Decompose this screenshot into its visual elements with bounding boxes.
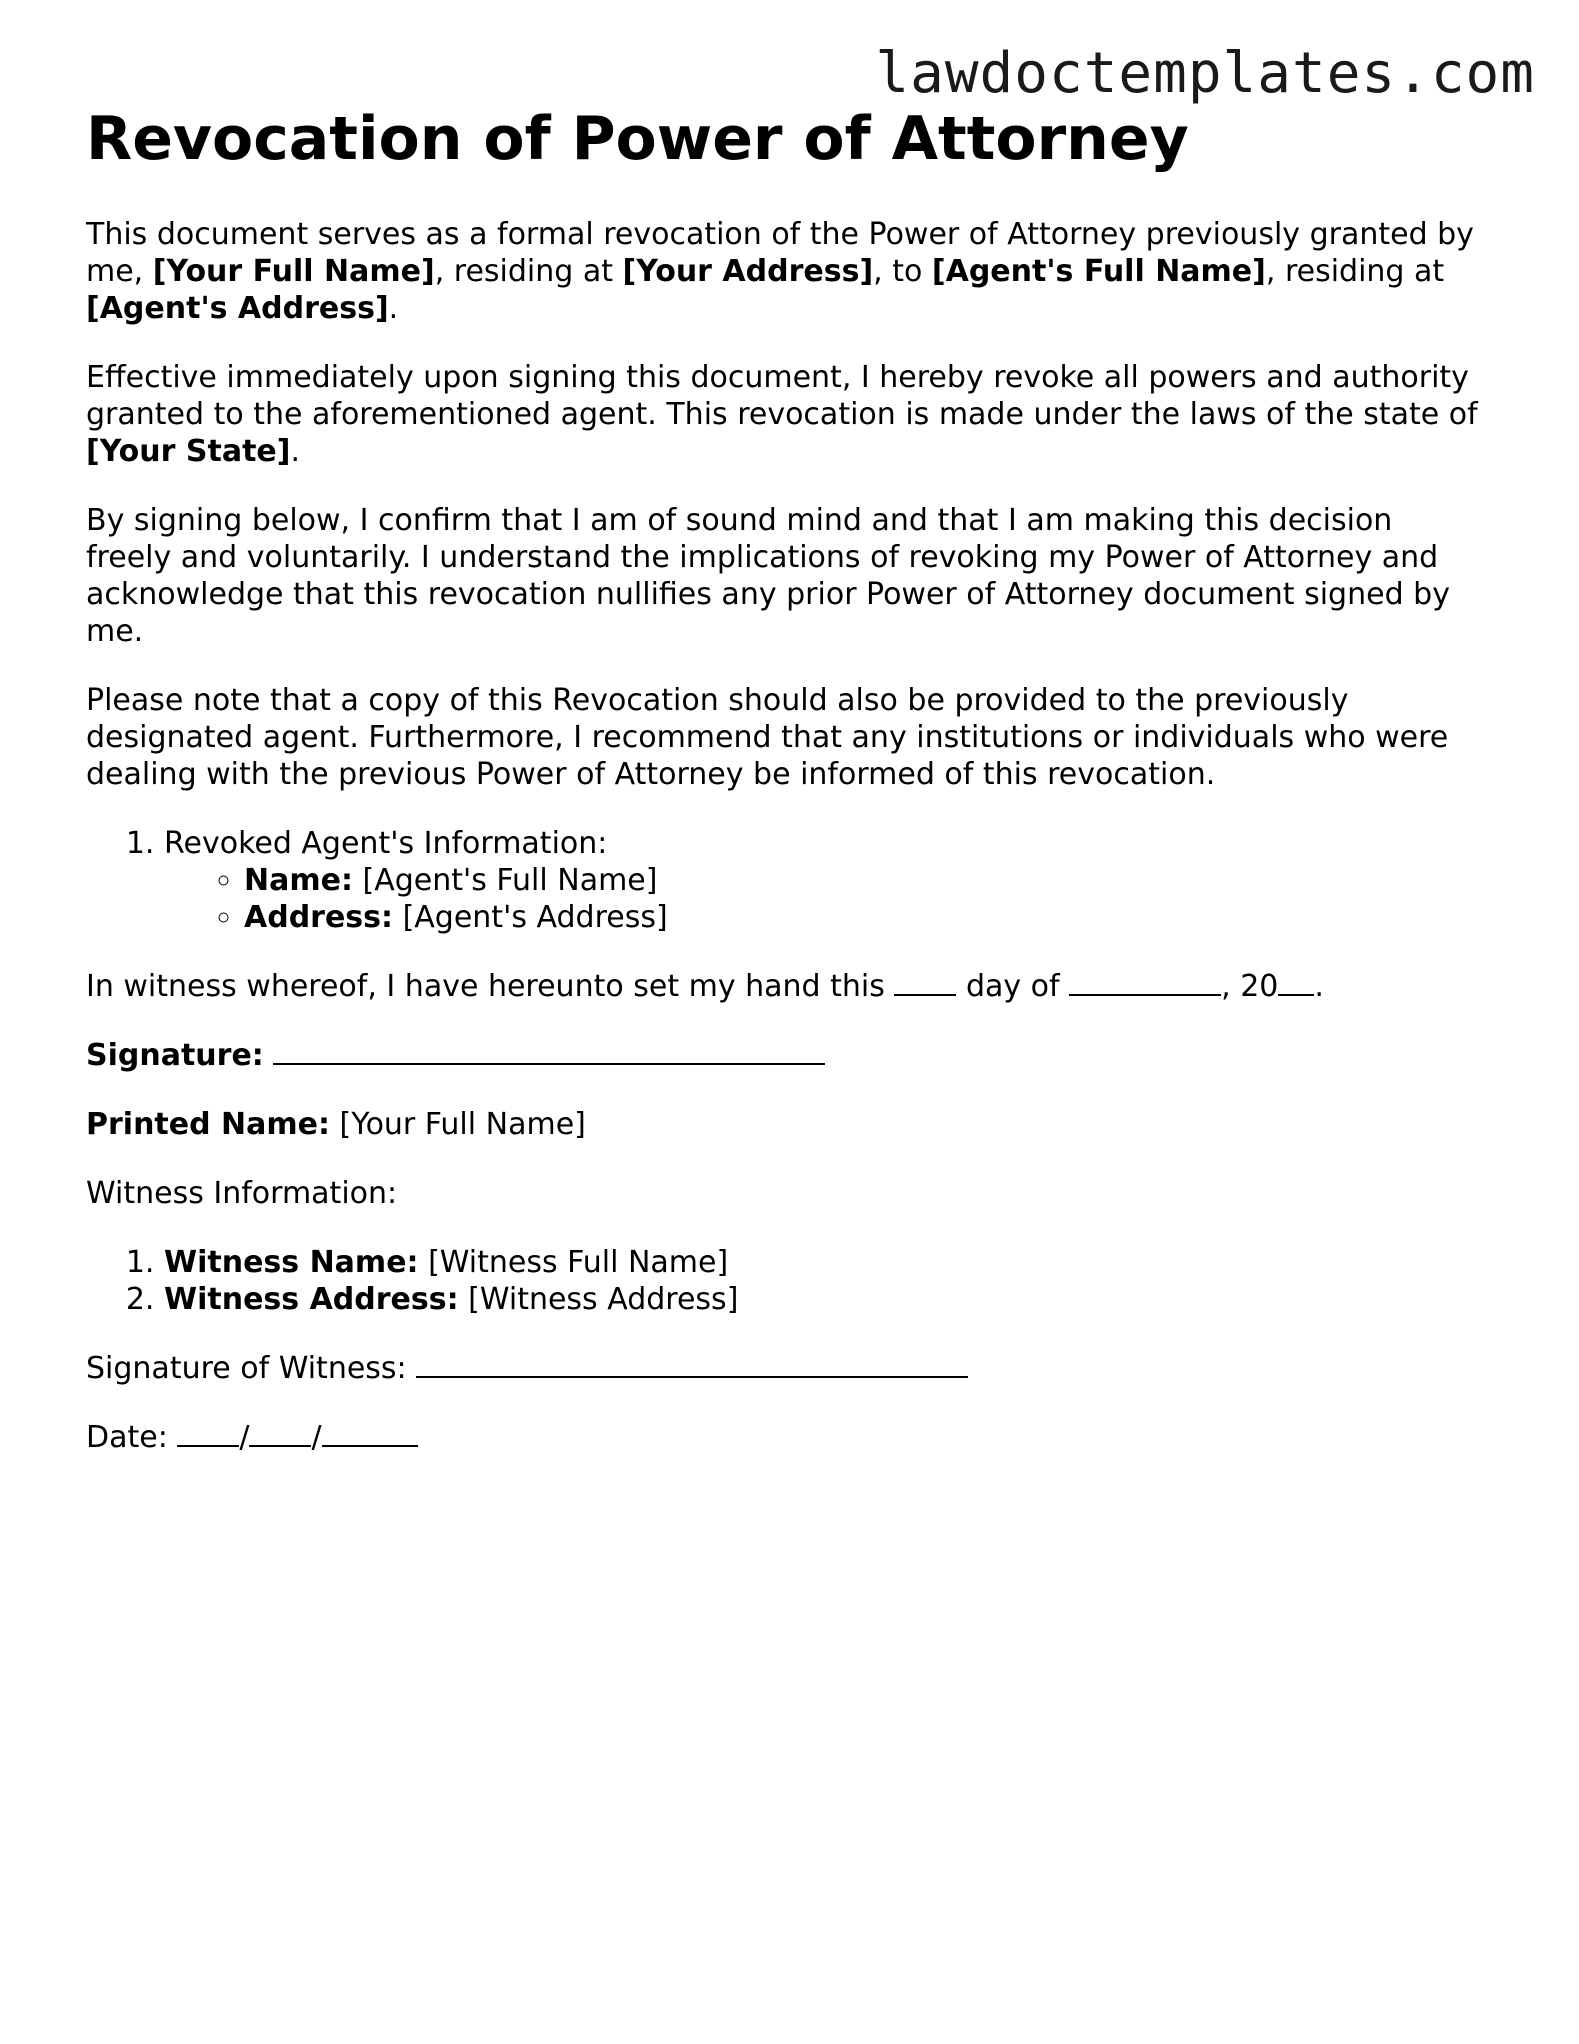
intro-paragraph — [86, 216, 1486, 327]
witness-name-label: Witness Name: — [164, 1245, 419, 1280]
witness-info-heading: Witness Information: — [86, 1176, 398, 1211]
note-paragraph: Please note that a copy of this Revocation should also be provided to the previously designated agent. Furthermore, I recommend that any institutions or individuals who were dealing with the previous Power of Attorney be informed of this revocation. — [86, 683, 1449, 792]
agent-address-value: [Agent's Address] — [393, 900, 668, 935]
witness-name-value: [Witness Full Name] — [418, 1245, 729, 1280]
year-blank[interactable] — [1278, 968, 1314, 996]
date-line — [86, 1419, 1486, 1456]
principal-name-placeholder: [Your Full Name] — [152, 254, 435, 289]
month-blank[interactable] — [1069, 968, 1221, 996]
list-item — [164, 825, 1486, 936]
agent-name-value: [Agent's Full Name] — [352, 863, 658, 898]
state-placeholder: [Your State] — [86, 434, 291, 469]
list-item — [164, 1281, 1486, 1318]
intro-text-3: , to — [873, 254, 932, 289]
date-label: Date: — [86, 1420, 178, 1455]
effective-paragraph — [86, 359, 1486, 470]
witness-address-label: Witness Address: — [164, 1282, 459, 1317]
revoked-agent-heading: Revoked Agent's Information: — [164, 826, 608, 861]
list-item — [244, 899, 1486, 936]
watermark-logo: lawdoctemplates.com — [875, 41, 1535, 106]
agent-name-placeholder: [Agent's Full Name] — [931, 254, 1266, 289]
agent-address-label: Address: — [244, 900, 394, 935]
agent-address-placeholder: [Agent's Address] — [86, 291, 389, 326]
intro-text-4: , residing at — [1265, 254, 1445, 289]
date-separator: / — [239, 1420, 250, 1455]
printed-name-value: [Your Full Name] — [329, 1107, 586, 1142]
signature-blank[interactable] — [273, 1037, 825, 1065]
revoked-agent-details — [164, 862, 1486, 936]
date-year-blank[interactable] — [322, 1419, 418, 1447]
effective-text-1: Effective immediately upon signing this document, I hereby revoke all powers and authority granted to the aforementioned agent. This revocation is made under the laws of the state of — [86, 360, 1478, 432]
document-page — [86, 106, 1486, 1488]
day-blank[interactable] — [894, 968, 956, 996]
witness-info-list — [86, 1244, 1486, 1318]
intro-text-5: . — [388, 291, 399, 326]
principal-address-placeholder: [Your Address] — [622, 254, 874, 289]
intro-text-1: This document serves as a formal revocation of the Power of Attorney previously granted by me, — [86, 217, 1474, 289]
list-item — [164, 1244, 1486, 1281]
signature-label: Signature: — [86, 1038, 264, 1073]
agent-name-label: Name: — [244, 863, 353, 898]
witness-signature-line — [86, 1350, 1486, 1387]
signature-line — [86, 1037, 1486, 1074]
witness-clause-text-1: In witness whereof, I have hereunto set my hand this — [86, 969, 895, 1004]
witness-signature-label: Signature of Witness: — [86, 1351, 417, 1386]
date-day-blank[interactable] — [249, 1419, 311, 1447]
witness-clause-text-4: . — [1314, 969, 1324, 1004]
printed-name-label: Printed Name: — [86, 1107, 330, 1142]
date-month-blank[interactable] — [177, 1419, 239, 1447]
revoked-agent-list — [86, 825, 1486, 936]
witness-signature-blank[interactable] — [416, 1350, 968, 1378]
page-title: Revocation of Power of Attorney — [86, 104, 1189, 174]
witness-clause — [86, 968, 1486, 1005]
printed-name-line — [86, 1106, 1486, 1143]
list-item — [244, 862, 1486, 899]
date-separator: / — [311, 1420, 322, 1455]
witness-clause-text-2: day of — [956, 969, 1070, 1004]
witness-clause-text-3: , 20 — [1221, 969, 1279, 1004]
effective-text-2: . — [290, 434, 301, 469]
intro-text-2: , residing at — [434, 254, 623, 289]
confirm-paragraph: By signing below, I confirm that I am of sound mind and that I am making this decision freely and voluntarily. I understand the implications of revoking my Power of Attorney and acknowledge that this revocation nullifies any prior Power of Attorney document signed by me. — [86, 503, 1450, 649]
witness-address-value: [Witness Address] — [458, 1282, 739, 1317]
